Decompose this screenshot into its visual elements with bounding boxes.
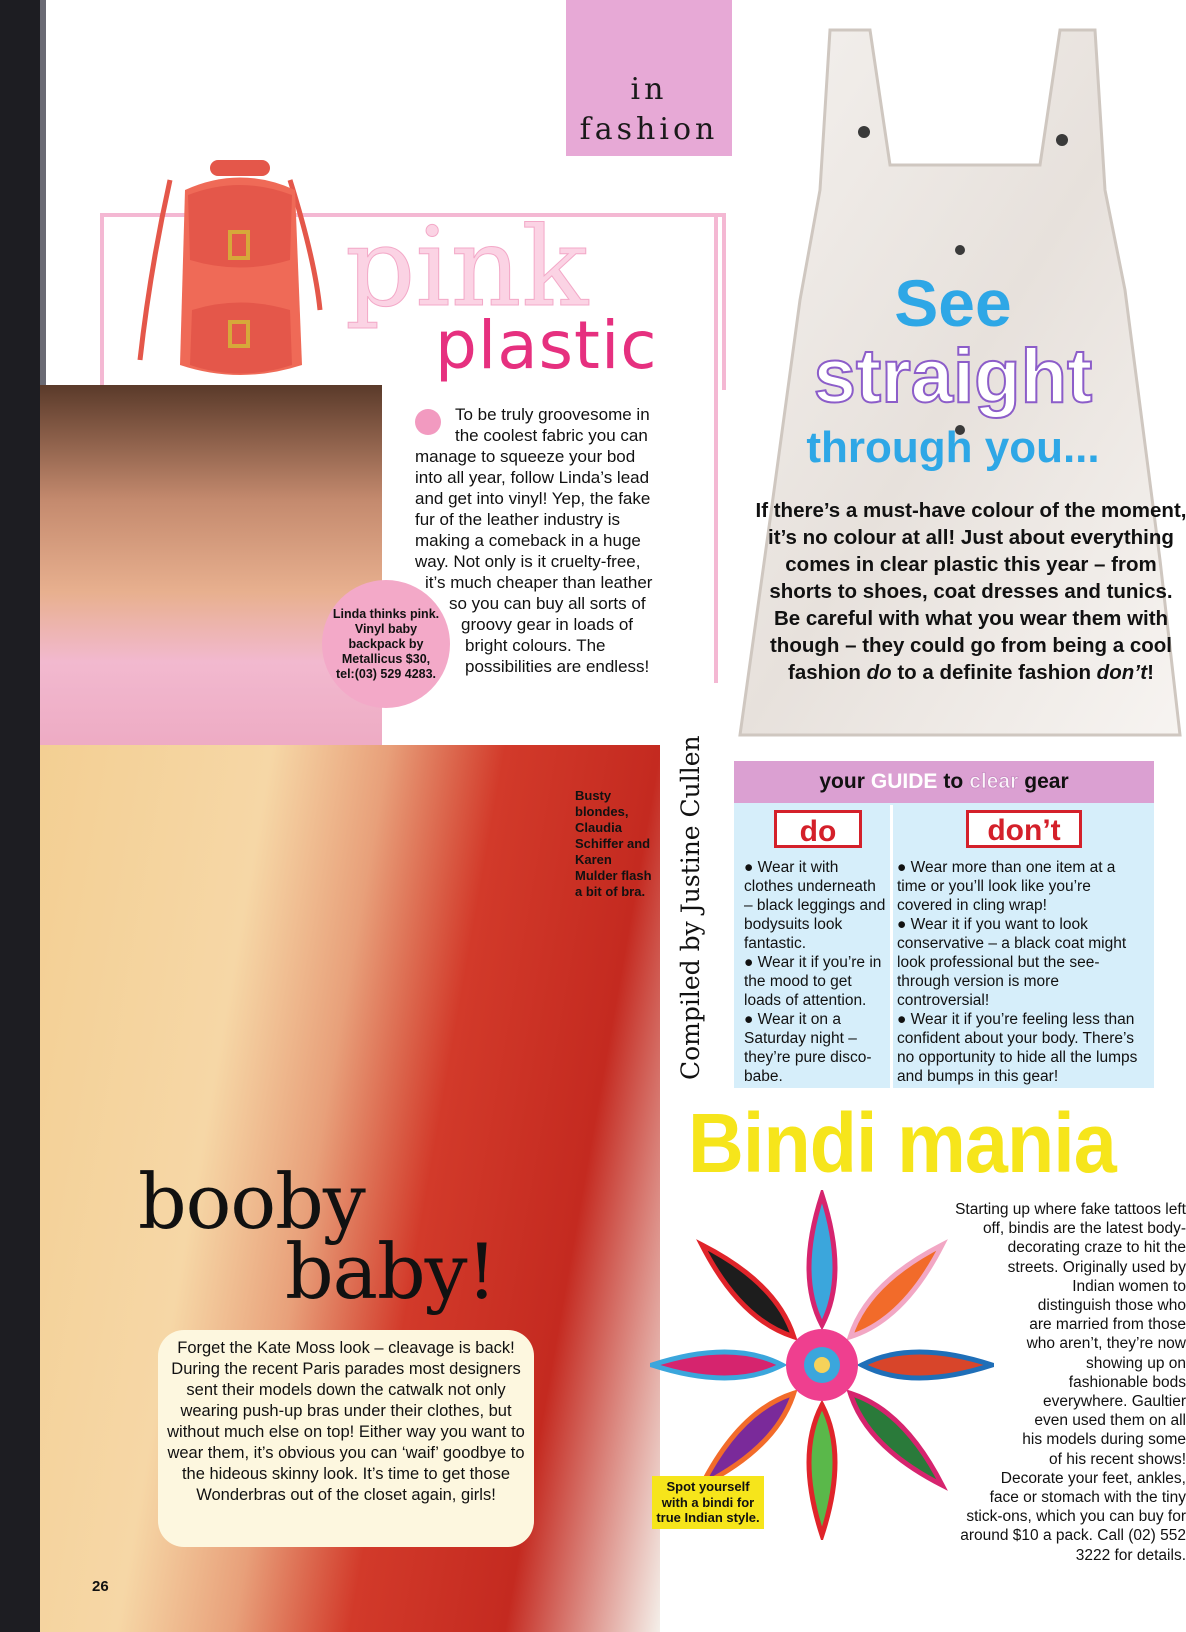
bindi-caption: Spot yourself with a bindi for true Indian style. [652, 1476, 764, 1529]
pink-plastic-frame-right [714, 213, 718, 683]
booby-body: Forget the Kate Moss look – cleavage is back! During the recent Paris parades most designers sent their models down the catwalk not only wearing push-up bras under their clothes, but without much else on top! Either way you want to wear them, it’s obvious you can ‘waif’ goodbye to the hideous skinny look. It’s time to get those Wonderbras out of the closet again, girls! [167, 1339, 525, 1504]
bindi-body: Starting up where fake tattoos left off, bindis are the latest body- decorating craze to hit the streets. Originally used by Indian women to distinguish those who are married from those who aren’t, they’re now showing up on fashionable bods everywhere. Gaultier even used them on all his models during some of his recent shows! Decorate your feet, ankles, face or stomach with the tiny stick-ons, which you can buy for around $10 a pack. Call (02) 552 3222 for details. [955, 1201, 1186, 1564]
list-item: ● Wear it if you’re feeling less than confident about your body. There’s no opportunity to hide all the lumps and bumps in this gear! [897, 1011, 1138, 1085]
guide-header: your GUIDE to clear gear [734, 761, 1154, 803]
do-list [744, 858, 888, 1086]
see-straight-line2: straight [813, 334, 1093, 419]
do-label: do [774, 810, 862, 848]
see-straight-line1: See [894, 266, 1012, 340]
list-item: ● Wear it on a Saturday night – they’re pure disco-babe. [744, 1011, 872, 1085]
magazine-spine [0, 0, 40, 1632]
guide-divider [890, 805, 893, 1088]
see-straight-line3: through you... [806, 423, 1100, 472]
section-label-line2: fashion [579, 112, 719, 147]
section-label [566, 70, 732, 150]
page-number: 26 [92, 1578, 109, 1595]
booby-title-line2: baby! [285, 1227, 497, 1316]
section-label-line1: in [630, 72, 668, 107]
bindi-title: Bindi mania [688, 1096, 1116, 1190]
backpack-image [130, 150, 330, 385]
title-pink: pink [345, 203, 589, 331]
pink-plastic-body: To be truly groovesome in the coolest fabric you can manage to squeeze your bod into all year, follow Linda’s lead and get into vinyl! Yep, the fake fur of the leather industry is making a comeback in a huge way. Not only is it cruelty-free, it’s much cheaper than leather so you can buy all sorts of groovy gear in loads of bright colours. The possibilities are endless! [415, 405, 653, 676]
runway-caption: Busty blondes, Claudia Schiffer and Karen Mulder flash a bit of bra. [575, 788, 652, 899]
linda-caption-bubble: Linda thinks pink. Vinyl baby backpack by Metallicus $30, tel:(03) 529 4283. [322, 580, 450, 708]
list-item: ● Wear it with clothes underneath – black leggings and bodysuits look fantastic. [744, 859, 886, 952]
title-plastic: plastic [435, 307, 658, 384]
dont-label: don’t [966, 810, 1082, 848]
dont-list [897, 858, 1149, 1086]
credit-line: Compiled by Justine Cullen [676, 735, 705, 1080]
list-item: ● Wear it if you want to look conservative – a black coat might look professional but the see-through version is more controversial! [897, 916, 1127, 1009]
list-item: ● Wear more than one item at a time or you’ll look like you’re covered in cling wrap! [897, 859, 1116, 914]
list-item: ● Wear it if you’re in the mood to get loads of attention. [744, 954, 882, 1009]
see-straight-body: If there’s a must-have colour of the moment, it’s no colour at all! Just about everything comes in clear plastic this year – from shorts to shoes, coat dresses and tunics. Be careful with what you wear them with though – they could go from being a cool fashion do to a definite fashion don’t! [755, 499, 1186, 684]
booby-title-line1: booby [138, 1157, 365, 1246]
